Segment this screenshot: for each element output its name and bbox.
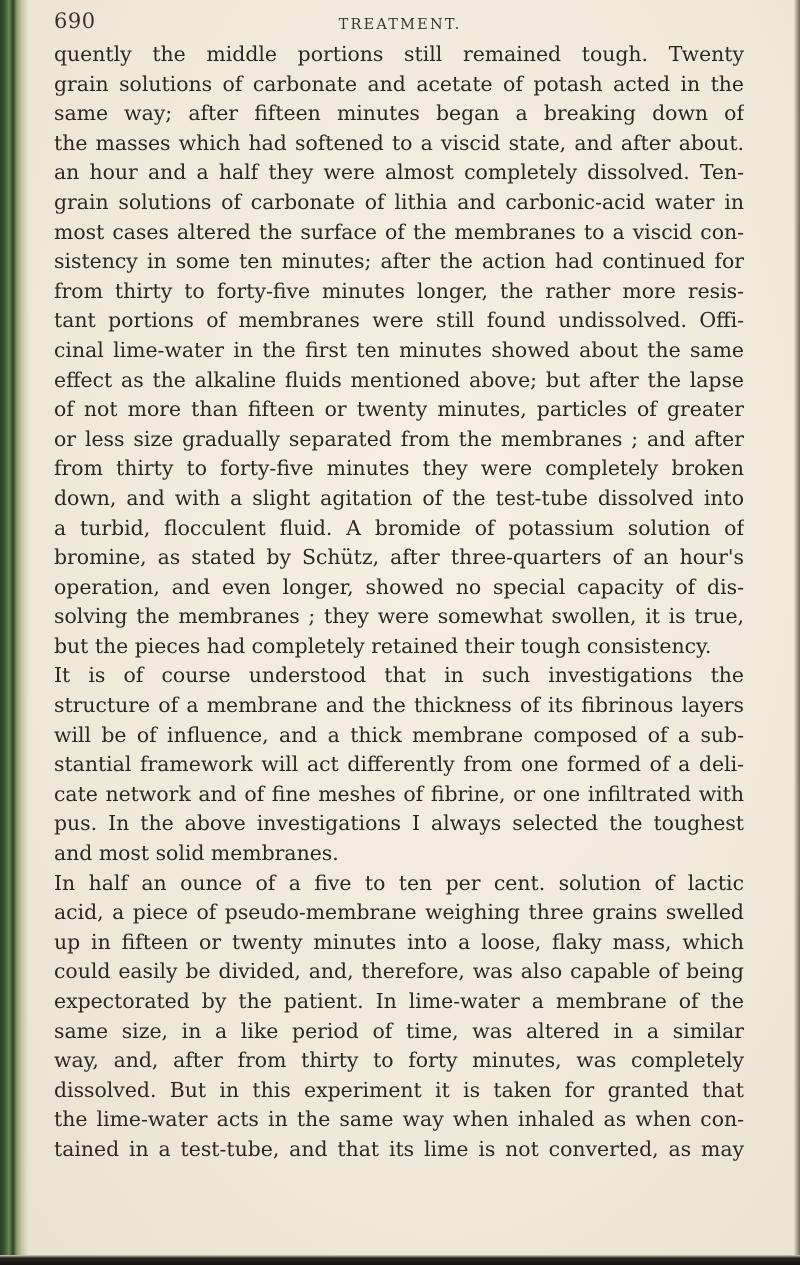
text-line: quently the middle portions still remained tough. Twenty [54, 42, 744, 66]
text-line: the masses which had softened to a viscid state, and after about. [54, 130, 744, 155]
text-line: In half an ounce of a five to ten per cent. solution of lactic [54, 870, 744, 895]
text-line: dissolved. But in this experiment it is taken for granted that [54, 1077, 744, 1102]
text-line: structure of a membrane and the thickness of its fibrinous layers [54, 693, 744, 718]
text-line: same size, in a like period of time, was altered in a similar [54, 1018, 744, 1043]
text-line: from thirty to forty-five minutes longer, the rather more resis- [54, 278, 744, 303]
text-line: of not more than fifteen or twenty minutes, particles of greater [54, 397, 744, 422]
text-line: pus. In the above investigations I always selected the toughest [54, 811, 744, 836]
text-line: the lime-water acts in the same way when inhaled as when con- [54, 1107, 744, 1132]
text-line: a turbid, flocculent fluid. A bromide of potassium solution of [54, 515, 744, 540]
text-line: bromine, as stated by Schütz, after three-quarters of an hour's [54, 545, 744, 570]
text-line: could easily be divided, and, therefore, was also capable of being [54, 959, 744, 984]
text-line: grain solutions of carbonate and acetate of potash acted in the [54, 71, 744, 96]
text-line: sistency in some ten minutes; after the action had continued for [54, 249, 744, 274]
text-line: most cases altered the surface of the membranes to a viscid con- [54, 219, 744, 244]
text-line: same way; after fifteen minutes began a breaking down of [54, 101, 744, 126]
text-line: from thirty to forty-five minutes they were completely broken [54, 456, 744, 481]
text-line: cinal lime-water in the first ten minutes showed about the same [54, 337, 744, 362]
text-line: tained in a test-tube, and that its lime is not converted, as may [54, 1136, 744, 1161]
text-line: but the pieces had completely retained their tough consistency. [54, 633, 712, 658]
text-line: an hour and a half they were almost completely dissolved. Ten- [54, 160, 744, 185]
body-text [54, 40, 744, 1165]
binding-edge [0, 0, 30, 1265]
text-line: operation, and even longer, showed no special capacity of dis- [54, 574, 744, 599]
text-line: way, and, after from thirty to forty minutes, was completely [54, 1048, 744, 1073]
text-line: acid, a piece of pseudo-membrane weighing three grains swelled [54, 900, 744, 925]
text-line: or less size gradually separated from the membranes ; and after [54, 426, 744, 451]
text-line: tant portions of membranes were still found undissolved. Offi- [54, 308, 744, 333]
text-line: up in fifteen or twenty minutes into a loose, flaky mass, which [54, 929, 744, 954]
text-line: cate network and of fine meshes of fibrine, or one infiltrated with [54, 781, 744, 806]
text-line: and most solid membranes. [54, 841, 339, 866]
text-line: stantial framework will act differently from one formed of a deli- [54, 752, 744, 777]
text-line: grain solutions of carbonate of lithia and carbonic-acid water in [54, 189, 744, 214]
text-line: will be of influence, and a thick membrane composed of a sub- [54, 722, 744, 747]
text-line: effect as the alkaline fluids mentioned above; but after the lapse [54, 367, 744, 392]
page-number: 690 [54, 9, 96, 33]
text-line: expectorated by the patient. In lime-water a membrane of the [54, 989, 744, 1013]
running-title: TREATMENT. [338, 17, 462, 33]
page-bottom-edge [0, 1255, 800, 1265]
text-line: It is of course understood that in such investigations the [54, 663, 744, 688]
text-line: down, and with a slight agitation of the test-tube dissolved into [54, 485, 744, 510]
text-line: solving the membranes ; they were somewhat swollen, it is true, [54, 604, 744, 629]
page-right-edge [794, 0, 800, 1265]
